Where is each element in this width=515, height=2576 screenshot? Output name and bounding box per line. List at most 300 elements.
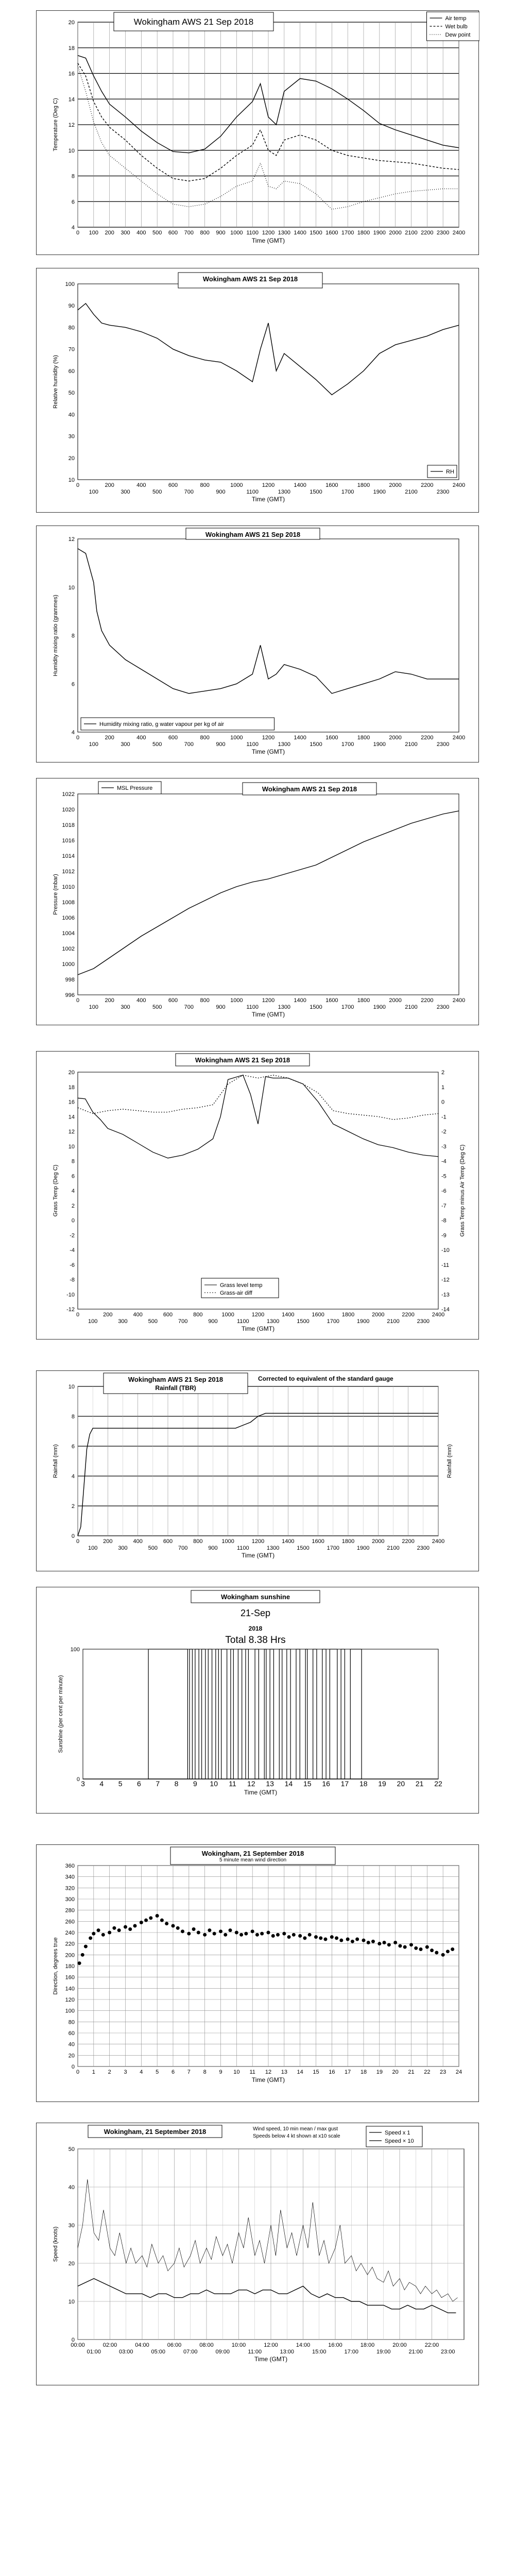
- winddir-point: [441, 1953, 445, 1957]
- rain-y-axis-label-right: Rainfall (mm): [447, 1444, 453, 1478]
- winddir-x-tick-label: 10: [233, 2069, 240, 2075]
- pressure-y-tick-label: 1018: [62, 822, 75, 828]
- rh-y-tick-label: 40: [68, 412, 75, 418]
- rain-x-tick-label: 1700: [327, 1545, 340, 1551]
- sunshine-x-tick-label: 13: [266, 1780, 274, 1788]
- rain-subtitle: Rainfall (TBR): [155, 1384, 196, 1392]
- sunshine-x-tick-label: 11: [229, 1780, 236, 1788]
- winddir-y-tick-label: 260: [65, 1919, 75, 1925]
- rh-x-tick-label: 1200: [262, 482, 275, 488]
- pressure-x-tick-label: 800: [200, 997, 210, 1004]
- grass-temp-chart-svg: [37, 1052, 479, 1340]
- sunshine-x-tick-label: 5: [118, 1780, 123, 1788]
- temperature-chart-svg: [37, 11, 479, 256]
- winddir-y-tick-label: 280: [65, 1907, 75, 1914]
- sunshine-x-tick-label: 22: [434, 1780, 442, 1788]
- grass-x-tick-label: 1800: [341, 1312, 355, 1318]
- temp-x-tick-label: 2300: [436, 230, 450, 236]
- pressure-x-tick-label: 2000: [389, 997, 402, 1004]
- wind-x-tick-label: 09:00: [215, 2349, 230, 2355]
- winddir-point: [78, 1961, 81, 1965]
- rh-x-tick-label: 2100: [405, 489, 418, 495]
- winddir-point: [414, 1946, 418, 1950]
- winddir-point: [419, 1947, 423, 1951]
- winddir-point: [267, 1931, 270, 1935]
- sunshine-x-tick-label: 21: [415, 1780, 424, 1788]
- wind-title: Wokingham, 21 September 2018: [104, 2128, 207, 2136]
- pressure-y-tick-label: 1002: [62, 946, 75, 952]
- grass-x-tick-label: 1300: [266, 1318, 280, 1325]
- grass-y-tick-label-right: -13: [441, 1292, 450, 1298]
- rain-y-tick-label: 2: [71, 1503, 75, 1510]
- winddir-point: [229, 1928, 232, 1932]
- winddir-y-tick-label: 340: [65, 1874, 75, 1880]
- pressure-y-tick-label: 1006: [62, 915, 75, 921]
- winddir-point: [387, 1943, 391, 1946]
- winddir-y-tick-label: 220: [65, 1941, 75, 1947]
- rain-x-tick-label: 1300: [266, 1545, 280, 1551]
- rh-x-tick-label: 200: [105, 482, 114, 488]
- rain-x-tick-label: 1100: [237, 1545, 249, 1551]
- sunshine-plot-area: [83, 1649, 438, 1779]
- pressure-chart-svg: [37, 778, 479, 1026]
- hmr-y-tick-label: 10: [68, 584, 75, 591]
- sunshine-year: 2018: [248, 1625, 263, 1632]
- hmr-x-tick-label: 200: [105, 735, 114, 741]
- sunshine-subtitle: 21-Sep: [240, 1608, 271, 1618]
- winddir-y-tick-label: 140: [65, 1986, 75, 1992]
- wind-x-axis-label: Time (GMT): [254, 2355, 288, 2363]
- grass-x-tick-label: 400: [133, 1312, 143, 1318]
- wind-x-tick-label: 05:00: [151, 2349, 166, 2355]
- rh-x-tick-label: 900: [216, 489, 226, 495]
- rain-x-tick-label: 1800: [341, 1538, 355, 1545]
- winddir-x-tick-label: 4: [140, 2069, 143, 2075]
- hmr-x-tick-label: 1100: [246, 741, 259, 748]
- temp-y-tick-label: 16: [68, 71, 75, 77]
- winddir-point: [430, 1948, 434, 1952]
- grass-x-tick-label: 700: [178, 1318, 188, 1325]
- hmr-x-tick-label: 1900: [373, 741, 386, 748]
- winddir-y-tick-label: 180: [65, 1963, 75, 1970]
- temp-legend-label: Dew point: [445, 32, 471, 38]
- grass-y-tick-label: -12: [66, 1307, 75, 1313]
- rh-x-tick-label: 2300: [436, 489, 450, 495]
- hmr-title: Wokingham AWS 21 Sep 2018: [205, 531, 301, 538]
- hmr-x-tick-label: 900: [216, 741, 226, 748]
- rh-x-tick-label: 1600: [325, 482, 338, 488]
- temp-y-tick-label: 6: [71, 199, 75, 206]
- pressure-y-tick-label: 1014: [62, 853, 75, 859]
- hmr-legend-label: Humidity mixing ratio, g water vapour per kg of air: [99, 721, 225, 727]
- grass-y-tick-label: -6: [70, 1262, 75, 1268]
- pressure-legend-label: MSL Pressure: [117, 785, 153, 791]
- pressure-x-tick-label: 500: [152, 1004, 162, 1010]
- wind-legend-label: Speed × 10: [385, 2138, 414, 2144]
- rain-x-tick-label: 2300: [417, 1545, 430, 1551]
- grass-x-tick-label: 2400: [432, 1312, 445, 1318]
- hmr-x-tick-label: 300: [121, 741, 130, 748]
- winddir-x-tick-label: 24: [455, 2069, 462, 2075]
- rain-x-tick-label: 1000: [221, 1538, 234, 1545]
- rain-x-tick-label: 2200: [402, 1538, 415, 1545]
- winddir-x-tick-label: 18: [360, 2069, 367, 2075]
- hmr-x-tick-label: 0: [76, 735, 80, 741]
- rh-x-tick-label: 800: [200, 482, 210, 488]
- rain-y-tick-label: 4: [71, 1473, 75, 1480]
- winddir-point: [362, 1939, 366, 1942]
- temp-y-tick-label: 10: [68, 147, 75, 154]
- temp-y-tick-label: 8: [71, 173, 75, 180]
- hmr-x-tick-label: 1000: [230, 735, 243, 741]
- hmr-x-tick-label: 1500: [310, 741, 322, 748]
- winddir-point: [112, 1926, 116, 1930]
- pressure-x-tick-label: 1100: [246, 1004, 259, 1010]
- rain-x-tick-label: 2100: [387, 1545, 400, 1551]
- temp-x-tick-label: 1800: [357, 230, 370, 236]
- sunshine-x-tick-label: 18: [359, 1780, 368, 1788]
- rh-x-tick-label: 600: [168, 482, 178, 488]
- grass-title: Wokingham AWS 21 Sep 2018: [195, 1056, 290, 1064]
- winddir-point: [351, 1940, 354, 1943]
- winddir-y-tick-label: 160: [65, 1974, 75, 1981]
- grass-legend-label: Grass level temp: [220, 1282, 263, 1289]
- grass-x-tick-label: 100: [88, 1318, 98, 1325]
- hmr-x-tick-label: 2000: [389, 735, 402, 741]
- grass-y-tick-label: 16: [68, 1099, 75, 1106]
- sunshine-x-tick-label: 19: [378, 1780, 386, 1788]
- rain-x-tick-label: 0: [76, 1538, 80, 1545]
- grass-y-tick-label-right: -12: [441, 1277, 450, 1283]
- temp-x-tick-label: 1000: [230, 230, 243, 236]
- hmr-x-tick-label: 400: [136, 735, 146, 741]
- rh-x-tick-label: 1900: [373, 489, 386, 495]
- rain-x-tick-label: 300: [118, 1545, 128, 1551]
- winddir-y-tick-label: 120: [65, 1997, 75, 2003]
- grass-x-tick-label: 300: [118, 1318, 128, 1325]
- pressure-x-tick-label: 1000: [230, 997, 243, 1004]
- grass-y-tick-label: 14: [68, 1114, 75, 1121]
- hmr-x-tick-label: 700: [184, 741, 194, 748]
- rh-y-tick-label: 90: [68, 303, 75, 310]
- temp-y-tick-label: 4: [71, 225, 75, 231]
- pressure-x-tick-label: 1300: [278, 1004, 291, 1010]
- winddir-y-tick-label: 320: [65, 1885, 75, 1892]
- winddir-x-tick-label: 6: [171, 2069, 175, 2075]
- rh-x-axis-label: Time (GMT): [251, 496, 285, 503]
- pressure-y-tick-label: 1016: [62, 838, 75, 844]
- temp-legend-label: Air temp: [445, 15, 467, 22]
- pressure-x-tick-label: 1900: [373, 1004, 386, 1010]
- wind-x-tick-label: 13:00: [280, 2349, 295, 2355]
- grass-x-tick-label: 0: [76, 1312, 80, 1318]
- hmr-x-tick-label: 2300: [436, 741, 450, 748]
- winddir-x-tick-label: 13: [281, 2069, 287, 2075]
- winddir-point: [84, 1945, 88, 1948]
- winddir-y-tick-label: 0: [71, 2064, 75, 2070]
- winddir-x-tick-label: 2: [108, 2069, 111, 2075]
- rh-y-tick-label: 60: [68, 368, 75, 375]
- grass-x-tick-label: 2100: [387, 1318, 400, 1325]
- wind-x-tick-label: 07:00: [183, 2349, 198, 2355]
- wind-legend-label: Speed x 1: [385, 2130, 410, 2136]
- grass-y-tick-label-right: -5: [441, 1173, 447, 1180]
- pressure-x-tick-label: 1200: [262, 997, 275, 1004]
- hmr-x-tick-label: 1700: [341, 741, 354, 748]
- temp-x-tick-label: 900: [216, 230, 226, 236]
- winddir-point: [287, 1935, 291, 1939]
- grass-y-tick-label: -4: [70, 1247, 75, 1253]
- winddir-point: [355, 1938, 359, 1941]
- winddir-point: [409, 1943, 413, 1946]
- winddir-point: [367, 1941, 370, 1944]
- grass-x-tick-label: 900: [208, 1318, 218, 1325]
- temp-x-tick-label: 2400: [452, 230, 466, 236]
- winddir-y-tick-label: 100: [65, 2008, 75, 2014]
- winddir-point: [117, 1928, 121, 1932]
- winddir-point: [197, 1931, 200, 1935]
- grass-x-tick-label: 2200: [402, 1312, 415, 1318]
- pressure-chart: [36, 778, 479, 1025]
- rh-y-tick-label: 10: [68, 477, 75, 483]
- wind-x-tick-label: 08:00: [199, 2342, 214, 2348]
- grass-y-tick-label-right: -7: [441, 1202, 447, 1209]
- temp-x-tick-label: 500: [152, 230, 162, 236]
- wind-subtitle: Wind speed, 10 min mean / max gust: [253, 2126, 338, 2132]
- winddir-x-tick-label: 14: [297, 2069, 303, 2075]
- hmr-x-tick-label: 1600: [325, 735, 338, 741]
- wind-x-tick-label: 15:00: [312, 2349, 327, 2355]
- sunshine-chart-svg: [37, 1587, 479, 1814]
- wind-x-tick-label: 20:00: [392, 2342, 407, 2348]
- hmr-x-tick-label: 2100: [405, 741, 418, 748]
- wind-x-tick-label: 12:00: [264, 2342, 278, 2348]
- winddir-x-tick-label: 12: [265, 2069, 272, 2075]
- temp-x-tick-label: 800: [200, 230, 210, 236]
- wind-speed-chart-svg: [37, 2123, 479, 2386]
- grass-y-tick-label: 12: [68, 1129, 75, 1135]
- winddir-x-tick-label: 17: [345, 2069, 351, 2075]
- sunshine-x-tick-label: 15: [303, 1780, 312, 1788]
- winddir-point: [324, 1938, 328, 1941]
- winddir-point: [208, 1928, 211, 1932]
- hmr-y-axis-label: Humidity mixing ratio (grammes): [53, 595, 59, 676]
- winddir-x-tick-label: 9: [219, 2069, 222, 2075]
- pressure-y-tick-label: 1022: [62, 791, 75, 798]
- humidity-chart: [36, 268, 479, 513]
- winddir-point: [393, 1941, 397, 1944]
- grass-y-tick-label: 0: [71, 1217, 75, 1224]
- rain-y-tick-label: 0: [71, 1533, 75, 1539]
- sunshine-y-axis-label: Sunshine (per cent per minute): [58, 1675, 64, 1753]
- grass-y-tick-label-right: -3: [441, 1143, 447, 1150]
- winddir-point: [446, 1950, 450, 1953]
- pressure-x-tick-label: 2300: [436, 1004, 450, 1010]
- rain-x-tick-label: 500: [148, 1545, 158, 1551]
- temp-x-tick-label: 400: [136, 230, 146, 236]
- temp-title: Wokingham AWS 21 Sep 2018: [133, 17, 254, 27]
- winddir-point: [165, 1922, 168, 1925]
- grass-y-tick-label: 6: [71, 1173, 75, 1180]
- sunshine-x-tick-label: 10: [210, 1780, 218, 1788]
- winddir-y-axis-label: Direction, degrees true: [53, 1937, 59, 1995]
- winddir-point: [371, 1940, 375, 1943]
- winddir-point: [271, 1934, 275, 1938]
- pressure-y-tick-label: 1004: [62, 930, 75, 937]
- pressure-plot-area: [78, 794, 459, 995]
- winddir-point: [101, 1933, 105, 1937]
- winddir-point: [219, 1929, 222, 1933]
- winddir-x-axis-label: Time (GMT): [251, 2076, 285, 2083]
- grass-x-tick-label: 1700: [327, 1318, 340, 1325]
- grass-y-axis-label-right: Grass Temp minus Air Temp (Deg C): [459, 1144, 466, 1237]
- winddir-point: [383, 1941, 386, 1944]
- sunshine-x-tick-label: 14: [284, 1780, 293, 1788]
- winddir-point: [425, 1945, 429, 1949]
- pressure-x-tick-label: 600: [168, 997, 178, 1004]
- wind-x-tick-label: 00:00: [71, 2342, 85, 2348]
- rain-x-tick-label: 700: [178, 1545, 188, 1551]
- winddir-x-tick-label: 7: [187, 2069, 191, 2075]
- temp-y-tick-label: 20: [68, 20, 75, 26]
- winddir-point: [335, 1936, 338, 1940]
- wind-x-tick-label: 01:00: [87, 2349, 101, 2355]
- rh-x-tick-label: 1400: [294, 482, 306, 488]
- temp-y-tick-label: 12: [68, 122, 75, 128]
- wind-subtitle2: Speeds below 4 kt shown at x10 scale: [253, 2133, 340, 2139]
- temp-x-tick-label: 1300: [278, 230, 291, 236]
- grass-y-tick-label-right: -8: [441, 1217, 447, 1224]
- winddir-point: [451, 1947, 454, 1951]
- rh-x-tick-label: 1300: [278, 489, 291, 495]
- winddir-point: [133, 1924, 137, 1928]
- winddir-point: [124, 1925, 127, 1929]
- temp-x-tick-label: 2100: [405, 230, 418, 236]
- wind-y-tick-label: 20: [68, 2261, 75, 2267]
- pressure-x-tick-label: 1800: [357, 997, 370, 1004]
- temp-x-tick-label: 1200: [262, 230, 275, 236]
- winddir-title: Wokingham, 21 September 2018: [201, 1850, 304, 1857]
- rh-x-tick-label: 100: [89, 489, 99, 495]
- winddir-point: [160, 1919, 164, 1922]
- hmr-x-tick-label: 800: [200, 735, 210, 741]
- winddir-x-tick-label: 1: [92, 2069, 95, 2075]
- grass-x-tick-label: 1400: [282, 1312, 295, 1318]
- rh-y-tick-label: 100: [65, 281, 75, 287]
- winddir-point: [176, 1926, 180, 1930]
- rain-y-tick-label: 8: [71, 1414, 75, 1420]
- grass-y-tick-label: 4: [71, 1188, 75, 1194]
- rain-x-tick-label: 1200: [251, 1538, 265, 1545]
- grass-x-tick-label: 1900: [356, 1318, 370, 1325]
- temp-x-tick-label: 1100: [246, 230, 259, 236]
- rain-x-tick-label: 1900: [356, 1545, 370, 1551]
- wind-y-tick-label: 30: [68, 2223, 75, 2229]
- winddir-point: [213, 1932, 216, 1936]
- grass-y-tick-label: -2: [70, 1232, 75, 1239]
- sunshine-x-tick-label: 16: [322, 1780, 330, 1788]
- grass-y-tick-label: -10: [66, 1292, 75, 1298]
- sunshine-total: Total 8.38 Hrs: [225, 1635, 286, 1646]
- temp-x-axis-label: Time (GMT): [251, 237, 285, 244]
- rh-x-tick-label: 1000: [230, 482, 243, 488]
- pressure-x-tick-label: 0: [76, 997, 80, 1004]
- wind-x-tick-label: 16:00: [328, 2342, 342, 2348]
- grass-y-tick-label-right: -6: [441, 1188, 447, 1194]
- pressure-y-tick-label: 1010: [62, 884, 75, 890]
- hmr-plot-area: [78, 539, 459, 732]
- rh-y-tick-label: 30: [68, 433, 75, 440]
- rh-x-tick-label: 500: [152, 489, 162, 495]
- pressure-x-tick-label: 700: [184, 1004, 194, 1010]
- grass-y-tick-label-right: -2: [441, 1129, 447, 1135]
- winddir-point: [156, 1914, 159, 1918]
- winddir-point: [239, 1933, 243, 1937]
- winddir-point: [403, 1945, 407, 1949]
- sunshine-x-tick-label: 20: [397, 1780, 405, 1788]
- grass-y-tick-label-right: -10: [441, 1247, 450, 1253]
- winddir-subtitle: 5 minute mean wind direction: [219, 1857, 287, 1863]
- grass-x-tick-label: 2000: [372, 1312, 385, 1318]
- rh-x-tick-label: 1800: [357, 482, 370, 488]
- grass-y-tick-label-right: 0: [441, 1099, 445, 1106]
- grass-y-tick-label: 18: [68, 1084, 75, 1091]
- temp-y-tick-label: 18: [68, 45, 75, 52]
- rh-plot-area: [78, 284, 459, 480]
- winddir-point: [303, 1936, 306, 1940]
- winddir-point: [282, 1932, 286, 1936]
- pressure-y-axis-label: Pressure (mbar): [53, 874, 59, 915]
- winddir-point: [244, 1932, 248, 1936]
- pressure-x-tick-label: 400: [136, 997, 146, 1004]
- sunshine-x-tick-label: 3: [81, 1780, 85, 1788]
- temperature-chart: [36, 10, 479, 255]
- rain-y-axis-label: Rainfall (mm): [53, 1444, 59, 1478]
- winddir-point: [192, 1927, 196, 1931]
- pressure-y-tick-label: 1012: [62, 869, 75, 875]
- pressure-x-tick-label: 1700: [341, 1004, 354, 1010]
- winddir-y-tick-label: 60: [68, 2030, 75, 2037]
- temp-x-tick-label: 300: [121, 230, 130, 236]
- winddir-point: [128, 1927, 132, 1931]
- grass-y-tick-label: -8: [70, 1277, 75, 1283]
- pressure-x-tick-label: 100: [89, 1004, 99, 1010]
- hmr-x-axis-label: Time (GMT): [251, 748, 285, 755]
- sunshine-y-tick-label: 100: [70, 1647, 80, 1653]
- temp-x-tick-label: 700: [184, 230, 194, 236]
- winddir-point: [339, 1939, 343, 1942]
- winddir-point: [308, 1933, 312, 1937]
- rain-x-tick-label: 1600: [312, 1538, 324, 1545]
- grass-y-tick-label-right: -9: [441, 1232, 447, 1239]
- winddir-x-tick-label: 23: [440, 2069, 447, 2075]
- rain-note: Corrected to equivalent of the standard gauge: [258, 1375, 393, 1382]
- winddir-point: [330, 1935, 334, 1939]
- winddir-x-tick-label: 5: [156, 2069, 159, 2075]
- grass-x-tick-label: 500: [148, 1318, 158, 1325]
- temp-x-tick-label: 1700: [341, 230, 354, 236]
- wind-x-tick-label: 14:00: [296, 2342, 311, 2348]
- sunshine-x-tick-label: 4: [99, 1780, 104, 1788]
- grass-y-tick-label-right: -1: [441, 1114, 447, 1121]
- hmr-x-tick-label: 2400: [452, 735, 466, 741]
- temp-legend-label: Wet bulb: [445, 24, 468, 30]
- winddir-point: [235, 1931, 238, 1935]
- sunshine-x-tick-label: 12: [247, 1780, 255, 1788]
- hmr-y-tick-label: 4: [71, 730, 75, 736]
- wind-speed-chart: [36, 2123, 479, 2385]
- temp-x-tick-label: 100: [89, 230, 99, 236]
